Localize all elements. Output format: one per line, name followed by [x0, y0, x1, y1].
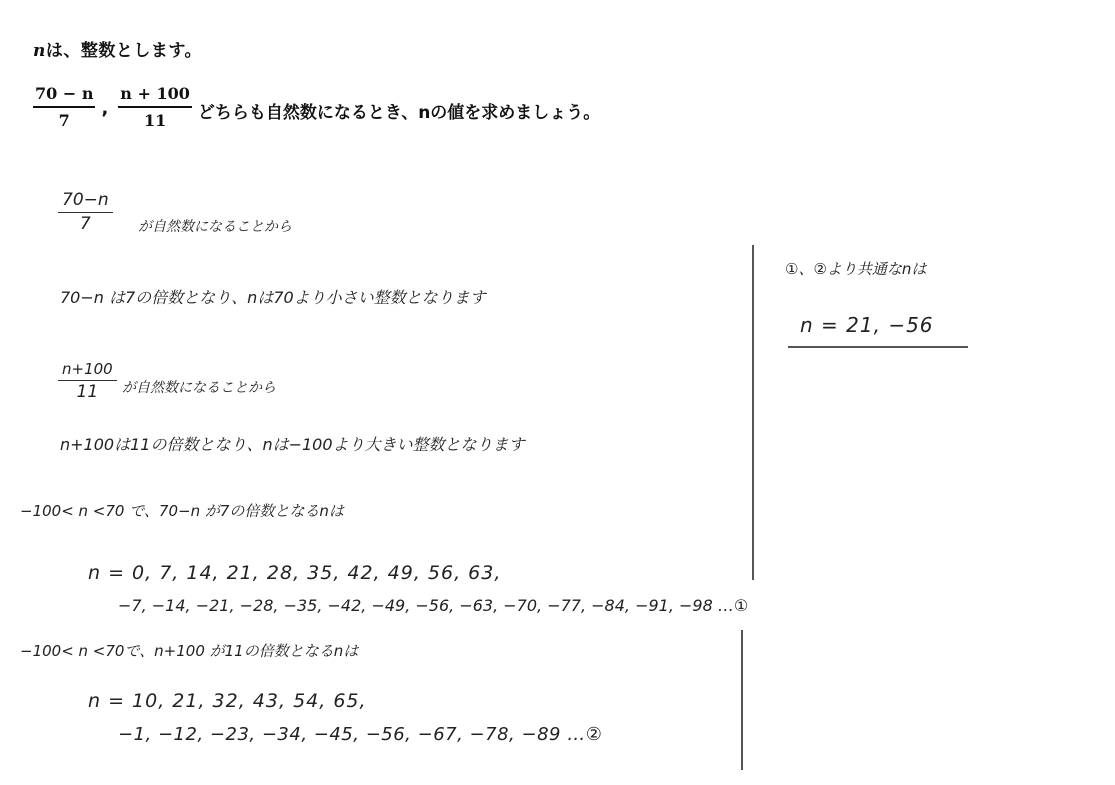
problem-statement-line2 [33, 84, 600, 130]
hw-fraction1-denominator: 7 [79, 214, 91, 234]
hw-list1-positive: n = 0, 7, 14, 21, 28, 35, 42, 49, 56, 63, [88, 562, 502, 584]
fraction-70-minus-n-over-7 [33, 84, 95, 130]
hw-list1-negative: −7, −14, −21, −28, −35, −42, −49, −56, −63, −70, −77, −84, −91, −98 …① [118, 596, 749, 615]
hw-fraction1-numerator: 70−n [58, 190, 113, 213]
variable-n: n [33, 41, 46, 61]
vertical-divider-lower [741, 630, 743, 770]
hw-fraction1-reason: が自然数になることから [138, 219, 292, 235]
hw-fraction2-reason: が自然数になることから [122, 380, 276, 396]
fraction-n-plus-100-over-11 [118, 84, 192, 130]
hw-list2-negative: −1, −12, −23, −34, −45, −56, −67, −78, −89 …② [118, 724, 603, 745]
problem-line2-text: どちらも自然数になるとき、nの値を求めましょう。 [197, 102, 601, 123]
hw-condition2: −100< n <70で、n+100 が11の倍数となるnは [20, 642, 359, 660]
problem-statement-line1 [33, 36, 202, 61]
fraction1-denominator: 7 [58, 111, 70, 130]
fraction2-numerator: n + 100 [118, 84, 192, 108]
problem-line1-text: は、整数とします。 [45, 41, 203, 61]
fraction-separator: , [101, 98, 109, 119]
handwritten-fraction-2 [58, 360, 117, 402]
hw-conclusion: ①、②より共通なnは [785, 260, 927, 278]
hw-fraction2-numerator: n+100 [58, 360, 117, 381]
handwritten-fraction-1 [58, 190, 113, 234]
fraction1-numerator: 70 − n [33, 84, 95, 108]
hw-answer: n = 21, −56 [800, 313, 934, 337]
hw-list2-positive: n = 10, 21, 32, 43, 54, 65, [88, 690, 367, 712]
hw-step1: 70−n は7の倍数となり、nは70より小さい整数となります [60, 288, 486, 307]
answer-underline [788, 346, 968, 348]
fraction2-denominator: 11 [143, 111, 167, 130]
vertical-divider-upper [752, 245, 754, 580]
hw-condition1: −100< n <70 で、70−n が7の倍数となるnは [20, 502, 344, 520]
hw-step2: n+100は11の倍数となり、nは−100より大きい整数となります [60, 435, 525, 454]
hw-fraction2-denominator: 11 [76, 382, 99, 402]
